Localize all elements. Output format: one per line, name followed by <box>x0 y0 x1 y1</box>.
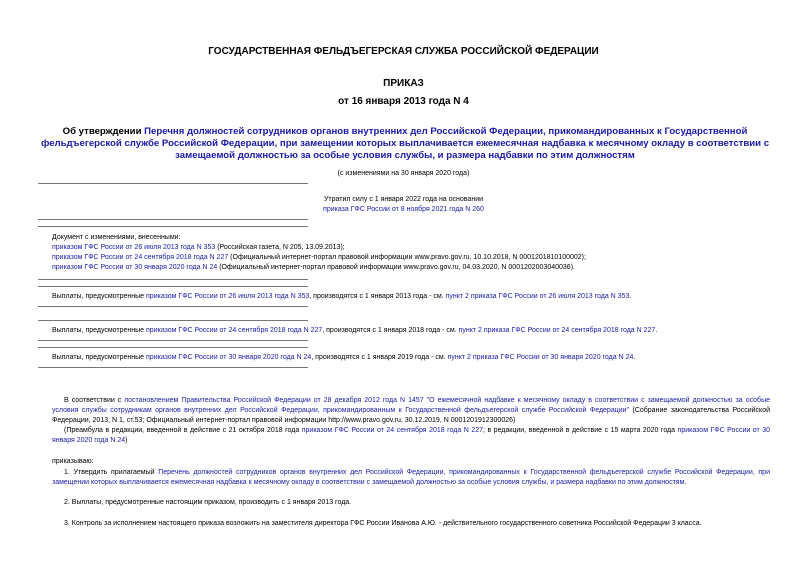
divider <box>38 226 308 227</box>
title-prefix: Об утверждении <box>62 126 145 137</box>
item-text: 1. Утвердить прилагаемый <box>64 469 159 476</box>
divider <box>38 183 308 184</box>
amendments-block <box>52 233 772 273</box>
divider <box>38 279 308 280</box>
preamble-text: В соответствии с <box>64 397 125 404</box>
lost-force-text: Утратил силу с 1 января 2022 года на основании <box>323 196 484 203</box>
order-word: приказываю: <box>52 458 94 465</box>
preamble-paragraph <box>52 396 770 426</box>
divider <box>38 340 308 341</box>
preamble-text: (Собрание законодательства Российской Федерации, 2013, N 1, ст.53; Официальный интернет-портал правовой информации http://www.pravo.gov.ru, 30.12.2019, N 0001201912300026) <box>52 407 771 424</box>
edition-link[interactable]: приказом ГФС России от 30 января 2020 года N 24 <box>52 427 770 444</box>
amendment-source: (Официальный интернет-портал правовой информации www.pravo.gov.ru, 04.03.2020, N 0001202003040036). <box>217 264 575 271</box>
title-link[interactable]: Перечня должностей сотрудников органов внутренних дел Российской Федерации, прикомандированных к Государственной фельдъегерской службе Российской Федерации, при замещении которых выплачивается ежемесячная надбавка к месячному окладу в соответствии с замещаемой должностью за особые условия службы, и размера надбавки по этим должностям <box>40 126 770 161</box>
amendment-source: (Официальный интернет-портал правовой информации www.pravo.gov.ru, 10.10.2018, N 0001201810100002); <box>228 254 586 261</box>
amendment-link[interactable]: приказом ГФС России от 26 июля 2013 года N 353 <box>52 244 216 251</box>
divider <box>38 219 308 220</box>
edition-text: (Преамбула в редакции, введенной в действие с 21 октября 2018 года <box>64 427 302 434</box>
divider <box>38 320 308 321</box>
note-text: . <box>633 354 636 361</box>
note-text: , производятся с 1 января 2013 года - см. <box>309 293 446 300</box>
lost-force-notice <box>0 195 807 215</box>
note-text: , производятся с 1 января 2018 года - см. <box>322 327 459 334</box>
organization-heading: ГОСУДАРСТВЕННАЯ ФЕЛЬДЪЕГЕРСКАЯ СЛУЖБА РОССИЙСКОЙ ФЕДЕРАЦИИ <box>208 46 599 57</box>
payment-note <box>52 292 792 302</box>
document-date-number: от 16 января 2013 года N 4 <box>338 96 469 107</box>
note-clause-link[interactable]: пункт 2 приказа ГФС России от 30 января 2020 года N 24 <box>447 354 634 361</box>
edition-text: ; в редакции, введенной в действие с 15 марта 2020 года <box>483 427 678 434</box>
amendment-link[interactable]: приказом ГФС России от 24 сентября 2018 года N 227 <box>52 254 229 261</box>
note-text: Выплаты, предусмотренные <box>52 354 147 361</box>
document-type: ПРИКАЗ <box>383 78 424 89</box>
note-order-link[interactable]: приказом ГФС России от 30 января 2020 года N 24 <box>146 354 312 361</box>
lost-force-link[interactable]: приказа ГФС России от 8 ноября 2021 года N 260 <box>323 206 484 213</box>
note-text: Выплаты, предусмотренные <box>52 327 147 334</box>
edition-text: ) <box>125 437 128 444</box>
changes-note: (с изменениями на 30 января 2020 года) <box>337 170 470 177</box>
list-document-link[interactable]: Перечень должностей сотрудников органов внутренних дел Российской Федерации, прикомандированных к Государственной фельдъегерской службе Российской Федерации, при замещении которых выплачивается ежемесячная надбавка к месячному окладу в соответствии с замещаемой должностью за особые условия службы, и размера надбавки по этим должностям <box>52 469 770 486</box>
item-text: . <box>684 479 687 486</box>
payment-note <box>52 353 792 363</box>
note-order-link[interactable]: приказом ГФС России от 26 июля 2013 года N 353 <box>146 293 310 300</box>
preamble-edition-note <box>52 426 770 446</box>
amendment-link[interactable]: приказом ГФС России от 30 января 2020 года N 24 <box>52 264 218 271</box>
note-clause-link[interactable]: пункт 2 приказа ГФС России от 24 сентября 2018 года N 227 <box>458 327 656 334</box>
order-item-2: 2. Выплаты, предусмотренные настоящим приказом, производить с 1 января 2013 года. <box>64 499 352 506</box>
order-item-1 <box>52 468 770 488</box>
note-text: Выплаты, предусмотренные <box>52 293 147 300</box>
edition-link[interactable]: приказом ГФС России от 24 сентября 2018 года N 227 <box>301 427 483 434</box>
list-item <box>52 263 772 273</box>
note-text: . <box>629 293 632 300</box>
divider <box>38 306 308 307</box>
note-text: . <box>655 327 658 334</box>
payment-note <box>52 326 792 336</box>
order-item-3: 3. Контроль за исполнением настоящего приказа возложить на заместителя директора ГФС России Иванова А.Ю. - действительного государственного советника Российской Федерации 3 класса. <box>64 520 702 527</box>
amendment-source: (Российская газета, N 205, 13.09.2013); <box>215 244 345 251</box>
amendments-intro: Документ с изменениями, внесенными: <box>52 234 181 241</box>
list-item <box>52 243 772 253</box>
note-text: , производятся с 1 января 2019 года - см. <box>311 354 448 361</box>
resolution-link[interactable]: постановлением Правительства Российской Федерации от 28 декабря 2012 года N 1457 "О ежемесячной надбавке к месячному окладу в соответствии с замещаемой должностью за особые условия службы сотрудникам органов внутренних дел Российской Федерации, прикомандированным к Государственной фельдъегерской службе Российской Федерации" <box>52 397 770 414</box>
note-clause-link[interactable]: пункт 2 приказа ГФС России от 26 июля 2013 года N 353 <box>445 293 630 300</box>
document-title <box>40 126 770 162</box>
note-order-link[interactable]: приказом ГФС России от 24 сентября 2018 года N 227 <box>146 327 323 334</box>
divider <box>38 286 308 287</box>
divider <box>38 347 308 348</box>
divider <box>38 367 308 368</box>
list-item <box>52 253 772 263</box>
